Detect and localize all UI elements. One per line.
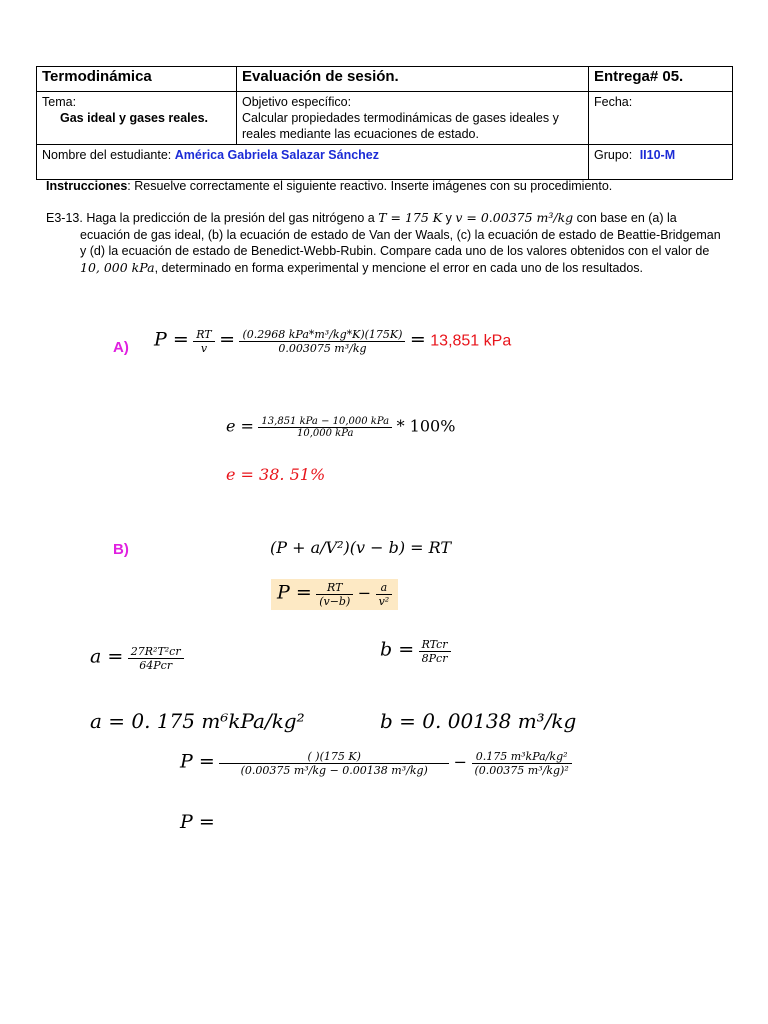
ideal-sub-num: (0.2968 kPa*m³/kg*K)(175K) xyxy=(239,328,405,342)
error-equation xyxy=(226,416,455,439)
error-frac-den: 10,000 kPa xyxy=(297,428,354,439)
section-a-label: A) xyxy=(113,339,129,356)
solved-frac2 xyxy=(376,581,393,608)
ideal-eq: = xyxy=(219,328,236,351)
solved-lhs: P = xyxy=(277,581,312,604)
b-lhs: b = xyxy=(380,638,415,661)
error-lhs: e = xyxy=(226,416,254,436)
a-den: 64Pcr xyxy=(139,659,173,672)
error-mult: * 100% xyxy=(396,416,456,436)
instructions-label: Instrucciones xyxy=(46,179,128,193)
b-constant-formula xyxy=(380,638,451,665)
problem-line4 xyxy=(46,260,724,277)
problem-line2: ecuación de gas ideal, (b) la ecuación de estado de Van der Waals, (c) la ecuación de estado de Beattie-Bridgeman xyxy=(80,227,721,242)
date-cell xyxy=(589,92,733,145)
problem-part2: con base en (a) la xyxy=(576,211,677,225)
solved-num2: a xyxy=(376,581,393,595)
sub-den2: (0.00375 m³/kg)² xyxy=(474,764,569,777)
problem-and: y xyxy=(445,211,452,225)
problem-temp: T = 175 K xyxy=(378,210,443,225)
evaluation-title: Evaluación de sesión. xyxy=(237,67,589,92)
ideal-result-eq: = xyxy=(409,328,426,351)
ideal-lhs: P = xyxy=(154,328,189,351)
group-cell xyxy=(589,145,733,180)
instructions xyxy=(46,179,612,193)
topic-cell xyxy=(37,92,237,145)
objective-label: Objetivo específico: xyxy=(242,95,352,109)
a-constant-formula xyxy=(90,645,184,672)
sub-minus: − xyxy=(453,752,468,772)
objective-cell xyxy=(237,92,589,145)
sub-frac2 xyxy=(472,750,572,777)
ideal-sub-frac xyxy=(239,328,405,355)
vdw-substitution xyxy=(180,750,572,777)
objective-value: Calcular propiedades termodinámicas de gases ideales y reales mediante las ecuaciones de estado. xyxy=(242,111,559,141)
group-label: Grupo: xyxy=(594,148,633,162)
b-den: 8Pcr xyxy=(421,652,448,665)
sub-den1: (0.00375 m³/kg − 0.00138 m³/kg) xyxy=(240,764,428,777)
solved-minus: − xyxy=(357,583,372,603)
solved-frac1 xyxy=(316,581,353,608)
a-frac xyxy=(128,645,184,672)
b-num: RTcr xyxy=(419,638,451,652)
sub-num2: 0.175 m³kPa/kg² xyxy=(472,750,572,764)
vdw-solved-equation xyxy=(271,579,398,610)
solved-den2: v² xyxy=(378,595,390,608)
ideal-frac-den: v xyxy=(200,342,208,355)
student-cell xyxy=(37,145,589,180)
instructions-text: : Resuelve correctamente el siguiente reactivo. Inserte imágenes con su procedimiento. xyxy=(127,179,613,193)
sub-num1: ( )(175 K) xyxy=(219,750,449,764)
problem-statement xyxy=(46,210,724,276)
delivery-number: Entrega# 05. xyxy=(589,67,733,92)
error-frac-num: 13,851 kPa − 10,000 kPa xyxy=(258,416,392,428)
error-frac xyxy=(258,416,392,439)
topic-value: Gas ideal y gases reales. xyxy=(60,111,209,125)
solved-num1: RT xyxy=(316,581,353,595)
ideal-result: 13,851 kPa xyxy=(430,332,512,350)
a-value: a = 0. 175 m⁶kPa/kg² xyxy=(90,709,305,733)
course-title: Termodinámica xyxy=(37,67,237,92)
date-label: Fecha: xyxy=(594,95,633,109)
b-value: b = 0. 00138 m³/kg xyxy=(380,709,577,733)
header-table xyxy=(36,66,733,180)
section-b-label: B) xyxy=(113,541,129,558)
sub-lhs: P = xyxy=(180,750,215,773)
group-value: II10-M xyxy=(639,148,676,162)
error-result: e = 38. 51% xyxy=(226,465,326,484)
topic-label: Tema: xyxy=(42,95,77,109)
sub-frac1 xyxy=(219,750,449,777)
ideal-frac-num: RT xyxy=(193,328,214,342)
student-label: Nombre del estudiante: xyxy=(42,148,172,162)
student-name: América Gabriela Salazar Sánchez xyxy=(174,148,380,162)
b-frac xyxy=(419,638,451,665)
a-num: 27R²T²cr xyxy=(128,645,184,659)
problem-line3: y (d) la ecuación de estado de Benedict-Webb-Rubin. Compare cada uno de los valores obtenidos con el valor de xyxy=(80,244,710,258)
ideal-gas-equation xyxy=(154,328,511,355)
problem-line4-text: , determinado en forma experimental y mencione el error en cada uno de los resultados. xyxy=(154,260,644,275)
final-pressure: P = xyxy=(180,811,215,833)
ideal-sub-den: 0.003075 m³/kg xyxy=(278,342,367,355)
problem-exp-value: 10, 000 kPa xyxy=(80,259,155,275)
a-lhs: a = xyxy=(90,645,124,668)
solved-den1: (v−b) xyxy=(319,595,351,608)
vdw-equation: (P + a/V²)(v − b) = RT xyxy=(270,538,452,557)
ideal-frac xyxy=(193,328,214,355)
problem-id: E3-13. xyxy=(46,211,83,225)
problem-volume: v = 0.00375 m³/kg xyxy=(455,210,574,225)
problem-part1: Haga la predicción de la presión del gas nitrógeno a xyxy=(86,211,375,225)
